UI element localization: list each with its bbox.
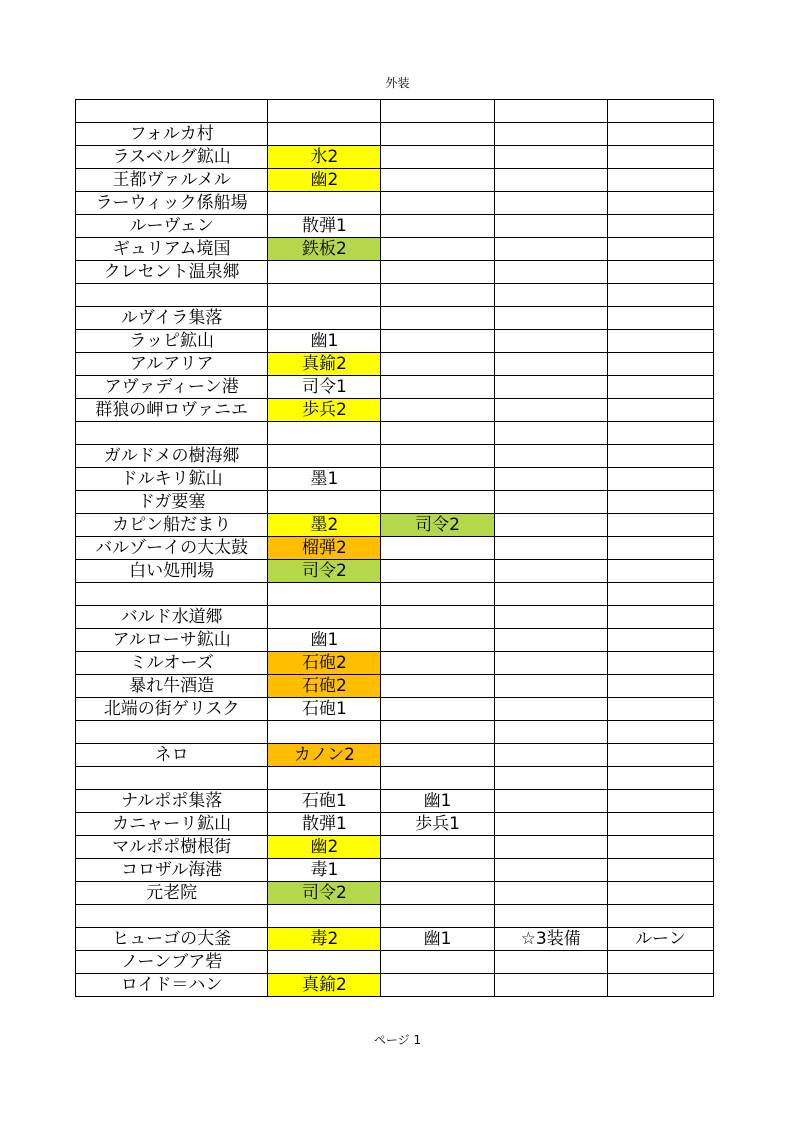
table-row: [76, 675, 714, 698]
table-row: [76, 537, 714, 560]
table-row: [76, 399, 714, 422]
value-cell[interactable]: [607, 698, 713, 721]
value-cell[interactable]: [494, 560, 607, 583]
value-cell[interactable]: [607, 974, 713, 997]
value-cell[interactable]: [494, 606, 607, 629]
location-name-cell[interactable]: 北端の街ゲリスク: [76, 698, 268, 721]
location-name-cell[interactable]: [76, 284, 268, 307]
value-cell[interactable]: [381, 974, 494, 997]
location-name-cell[interactable]: コロザル海港: [76, 859, 268, 882]
value-cell[interactable]: [494, 859, 607, 882]
value-cell[interactable]: [381, 491, 494, 514]
location-name-cell[interactable]: ラーウィック係船場: [76, 192, 268, 215]
value-cell[interactable]: [381, 399, 494, 422]
location-name-cell[interactable]: [76, 583, 268, 606]
value-cell[interactable]: [381, 123, 494, 146]
value-cell[interactable]: [381, 652, 494, 675]
value-cell[interactable]: [381, 284, 494, 307]
location-name-cell[interactable]: 群狼の岬ロヴァニエ: [76, 399, 268, 422]
value-cell[interactable]: [268, 767, 381, 790]
value-cell[interactable]: 石砲2: [268, 675, 381, 698]
value-cell[interactable]: [607, 491, 713, 514]
value-cell[interactable]: [607, 468, 713, 491]
value-cell[interactable]: [607, 169, 713, 192]
value-cell[interactable]: [494, 537, 607, 560]
location-name-cell[interactable]: ヒューゴの大釜: [76, 928, 268, 951]
value-cell[interactable]: [381, 100, 494, 123]
value-cell[interactable]: 幽1: [268, 629, 381, 652]
value-cell[interactable]: [494, 330, 607, 353]
table-row: [76, 491, 714, 514]
value-cell[interactable]: 司令2: [381, 514, 494, 537]
location-name-cell[interactable]: アルアリア: [76, 353, 268, 376]
value-cell[interactable]: [607, 606, 713, 629]
value-cell[interactable]: [494, 721, 607, 744]
value-cell[interactable]: [494, 422, 607, 445]
table-row: [76, 836, 714, 859]
value-cell[interactable]: 石砲2: [268, 652, 381, 675]
location-name-cell[interactable]: バルド水道郷: [76, 606, 268, 629]
value-cell[interactable]: [494, 698, 607, 721]
value-cell[interactable]: ルーン: [607, 928, 713, 951]
value-cell[interactable]: 毒1: [268, 859, 381, 882]
table-row: [76, 445, 714, 468]
table-row: [76, 261, 714, 284]
value-cell[interactable]: [381, 698, 494, 721]
location-name-cell[interactable]: 暴れ牛酒造: [76, 675, 268, 698]
value-cell[interactable]: 幽2: [268, 169, 381, 192]
value-cell[interactable]: [381, 468, 494, 491]
value-cell[interactable]: [494, 238, 607, 261]
table-body: [76, 100, 714, 997]
table-row: [76, 330, 714, 353]
location-name-cell[interactable]: アルローサ鉱山: [76, 629, 268, 652]
value-cell[interactable]: [607, 583, 713, 606]
value-cell[interactable]: [381, 261, 494, 284]
value-cell[interactable]: [607, 330, 713, 353]
value-cell[interactable]: [607, 376, 713, 399]
value-cell[interactable]: [494, 836, 607, 859]
value-cell[interactable]: [607, 790, 713, 813]
location-name-cell[interactable]: ロイド＝ハン: [76, 974, 268, 997]
value-cell[interactable]: [494, 376, 607, 399]
value-cell[interactable]: [607, 307, 713, 330]
value-cell[interactable]: [494, 882, 607, 905]
location-name-cell[interactable]: [76, 100, 268, 123]
value-cell[interactable]: 墨1: [268, 468, 381, 491]
value-cell[interactable]: [494, 100, 607, 123]
value-cell[interactable]: [494, 652, 607, 675]
value-cell[interactable]: [607, 767, 713, 790]
table-row: [76, 744, 714, 767]
table-row: [76, 859, 714, 882]
value-cell[interactable]: [381, 445, 494, 468]
table-row: [76, 652, 714, 675]
value-cell[interactable]: 石砲1: [268, 790, 381, 813]
value-cell[interactable]: 墨2: [268, 514, 381, 537]
value-cell[interactable]: [268, 422, 381, 445]
value-cell[interactable]: [607, 399, 713, 422]
value-cell[interactable]: [494, 468, 607, 491]
value-cell[interactable]: [494, 284, 607, 307]
value-cell[interactable]: 司令2: [268, 882, 381, 905]
value-cell[interactable]: [381, 169, 494, 192]
value-cell[interactable]: [494, 675, 607, 698]
value-cell[interactable]: [381, 192, 494, 215]
value-cell[interactable]: [381, 675, 494, 698]
value-cell[interactable]: [268, 721, 381, 744]
value-cell[interactable]: [268, 284, 381, 307]
table-row: [76, 629, 714, 652]
value-cell[interactable]: [494, 215, 607, 238]
location-name-cell[interactable]: 白い処刑場: [76, 560, 268, 583]
table-row: [76, 422, 714, 445]
location-name-cell[interactable]: カニャーリ鉱山: [76, 813, 268, 836]
value-cell[interactable]: [494, 491, 607, 514]
table-row: [76, 560, 714, 583]
page-header: 外装: [385, 76, 410, 90]
location-name-cell[interactable]: ミルオーズ: [76, 652, 268, 675]
location-name-cell[interactable]: アヴァディーン港: [76, 376, 268, 399]
location-name-cell[interactable]: [76, 422, 268, 445]
location-name-cell[interactable]: [76, 767, 268, 790]
spreadsheet-table: [75, 99, 714, 997]
table-row: [76, 284, 714, 307]
value-cell[interactable]: [381, 951, 494, 974]
value-cell[interactable]: 幽1: [381, 928, 494, 951]
value-cell[interactable]: [607, 675, 713, 698]
value-cell[interactable]: [494, 307, 607, 330]
location-name-cell[interactable]: ナルポポ集落: [76, 790, 268, 813]
value-cell[interactable]: [381, 215, 494, 238]
value-cell[interactable]: [381, 905, 494, 928]
value-cell[interactable]: [607, 192, 713, 215]
value-cell[interactable]: [381, 859, 494, 882]
table-row: [76, 169, 714, 192]
value-cell[interactable]: [268, 445, 381, 468]
value-cell[interactable]: 歩兵2: [268, 399, 381, 422]
value-cell[interactable]: [607, 514, 713, 537]
value-cell[interactable]: 鉄板2: [268, 238, 381, 261]
location-name-cell[interactable]: マルポポ樹根街: [76, 836, 268, 859]
value-cell[interactable]: [607, 836, 713, 859]
value-cell[interactable]: [381, 836, 494, 859]
location-name-cell[interactable]: ガルドメの樹海郷: [76, 445, 268, 468]
table-row: [76, 192, 714, 215]
value-cell[interactable]: [268, 123, 381, 146]
value-cell[interactable]: [381, 629, 494, 652]
value-cell[interactable]: [494, 744, 607, 767]
table-row: [76, 307, 714, 330]
table-row: [76, 146, 714, 169]
value-cell[interactable]: [607, 859, 713, 882]
table-row: [76, 123, 714, 146]
value-cell[interactable]: [381, 744, 494, 767]
value-cell[interactable]: [494, 445, 607, 468]
value-cell[interactable]: 幽1: [381, 790, 494, 813]
value-cell[interactable]: [494, 123, 607, 146]
location-name-cell[interactable]: ラスベルグ鉱山: [76, 146, 268, 169]
table-row: [76, 238, 714, 261]
value-cell[interactable]: [494, 629, 607, 652]
value-cell[interactable]: 散弾1: [268, 813, 381, 836]
value-cell[interactable]: カノン2: [268, 744, 381, 767]
value-cell[interactable]: [494, 951, 607, 974]
location-name-cell[interactable]: 王都ヴァルメル: [76, 169, 268, 192]
table-row: [76, 100, 714, 123]
value-cell[interactable]: [381, 376, 494, 399]
table-row: [76, 813, 714, 836]
table-row: [76, 514, 714, 537]
value-cell[interactable]: [381, 146, 494, 169]
value-cell[interactable]: [607, 100, 713, 123]
value-cell[interactable]: [494, 974, 607, 997]
value-cell[interactable]: [607, 744, 713, 767]
table-row: [76, 974, 714, 997]
location-name-cell[interactable]: フォルカ村: [76, 123, 268, 146]
value-cell[interactable]: 毒2: [268, 928, 381, 951]
table-row: [76, 353, 714, 376]
table-row: [76, 468, 714, 491]
table-row: [76, 376, 714, 399]
value-cell[interactable]: [607, 353, 713, 376]
location-name-cell[interactable]: ギュリアム境国: [76, 238, 268, 261]
value-cell[interactable]: [381, 721, 494, 744]
value-cell[interactable]: ☆3装備: [494, 928, 607, 951]
value-cell[interactable]: 真鍮2: [268, 974, 381, 997]
location-name-cell[interactable]: ノーンブア砦: [76, 951, 268, 974]
value-cell[interactable]: [494, 514, 607, 537]
location-name-cell[interactable]: ルーヴェン: [76, 215, 268, 238]
value-cell[interactable]: [607, 813, 713, 836]
table-row: [76, 882, 714, 905]
value-cell[interactable]: [607, 951, 713, 974]
value-cell[interactable]: [494, 146, 607, 169]
value-cell[interactable]: [607, 422, 713, 445]
value-cell[interactable]: [494, 192, 607, 215]
location-name-cell[interactable]: ドガ要塞: [76, 491, 268, 514]
value-cell[interactable]: [607, 560, 713, 583]
value-cell[interactable]: [381, 560, 494, 583]
value-cell[interactable]: [607, 238, 713, 261]
page-footer: ページ 1: [373, 1033, 422, 1047]
value-cell[interactable]: 散弾1: [268, 215, 381, 238]
value-cell[interactable]: [268, 192, 381, 215]
value-cell[interactable]: [607, 261, 713, 284]
value-cell[interactable]: [381, 330, 494, 353]
value-cell[interactable]: [494, 583, 607, 606]
value-cell[interactable]: [268, 905, 381, 928]
location-name-cell[interactable]: ドルキリ鉱山: [76, 468, 268, 491]
location-name-cell[interactable]: ルヴイラ集落: [76, 307, 268, 330]
value-cell[interactable]: [268, 100, 381, 123]
value-cell[interactable]: [381, 767, 494, 790]
table-row: [76, 951, 714, 974]
value-cell[interactable]: [607, 537, 713, 560]
value-cell[interactable]: [607, 652, 713, 675]
value-cell[interactable]: 石砲1: [268, 698, 381, 721]
value-cell[interactable]: 司令1: [268, 376, 381, 399]
value-cell[interactable]: [381, 882, 494, 905]
value-cell[interactable]: [494, 261, 607, 284]
value-cell[interactable]: [268, 307, 381, 330]
table-row: [76, 928, 714, 951]
value-cell[interactable]: [381, 606, 494, 629]
value-cell[interactable]: 歩兵1: [381, 813, 494, 836]
value-cell[interactable]: 榴弾2: [268, 537, 381, 560]
value-cell[interactable]: [607, 146, 713, 169]
table-row: [76, 905, 714, 928]
value-cell[interactable]: [381, 353, 494, 376]
value-cell[interactable]: [381, 422, 494, 445]
value-cell[interactable]: [268, 951, 381, 974]
location-name-cell[interactable]: クレセント温泉郷: [76, 261, 268, 284]
value-cell[interactable]: [494, 169, 607, 192]
value-cell[interactable]: [381, 537, 494, 560]
value-cell[interactable]: [607, 905, 713, 928]
value-cell[interactable]: [607, 284, 713, 307]
value-cell[interactable]: [494, 399, 607, 422]
value-cell[interactable]: 幽1: [268, 330, 381, 353]
value-cell[interactable]: [607, 721, 713, 744]
table-row: [76, 721, 714, 744]
location-name-cell[interactable]: ラッピ鉱山: [76, 330, 268, 353]
table-row: [76, 698, 714, 721]
location-name-cell[interactable]: ネロ: [76, 744, 268, 767]
table-row: [76, 215, 714, 238]
value-cell[interactable]: [494, 813, 607, 836]
location-name-cell[interactable]: 元老院: [76, 882, 268, 905]
value-cell[interactable]: [381, 307, 494, 330]
value-cell[interactable]: [268, 261, 381, 284]
value-cell[interactable]: 真鍮2: [268, 353, 381, 376]
value-cell[interactable]: [494, 905, 607, 928]
table-row: [76, 767, 714, 790]
value-cell[interactable]: [607, 629, 713, 652]
value-cell[interactable]: [381, 238, 494, 261]
value-cell[interactable]: [607, 123, 713, 146]
value-cell[interactable]: [607, 445, 713, 468]
value-cell[interactable]: [494, 790, 607, 813]
location-name-cell[interactable]: [76, 905, 268, 928]
value-cell[interactable]: [268, 583, 381, 606]
value-cell[interactable]: 司令2: [268, 560, 381, 583]
value-cell[interactable]: [494, 353, 607, 376]
value-cell[interactable]: [381, 583, 494, 606]
value-cell[interactable]: [607, 882, 713, 905]
location-name-cell[interactable]: バルゾーイの大太鼓: [76, 537, 268, 560]
value-cell[interactable]: [268, 491, 381, 514]
value-cell[interactable]: 幽2: [268, 836, 381, 859]
table-row: [76, 606, 714, 629]
value-cell[interactable]: [494, 767, 607, 790]
table-row: [76, 583, 714, 606]
table-row: [76, 790, 714, 813]
location-name-cell[interactable]: [76, 721, 268, 744]
value-cell[interactable]: [607, 215, 713, 238]
value-cell[interactable]: [268, 606, 381, 629]
location-name-cell[interactable]: カピン船だまり: [76, 514, 268, 537]
value-cell[interactable]: 氷2: [268, 146, 381, 169]
